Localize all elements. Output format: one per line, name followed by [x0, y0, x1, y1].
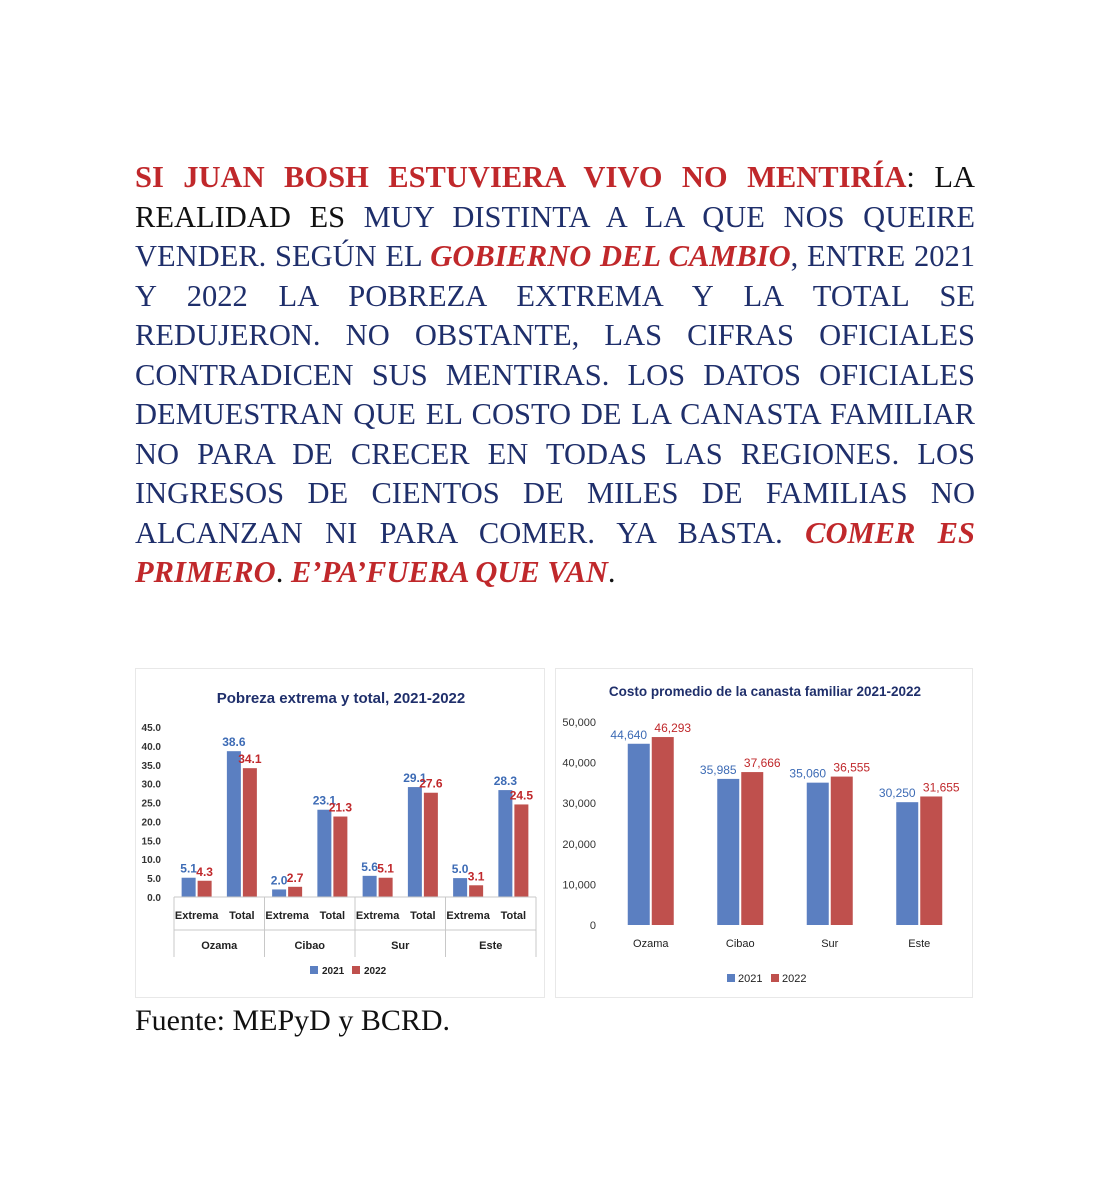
source-note: Fuente: MEPyD y BCRD. — [135, 1004, 451, 1037]
x-category-label: Extrema — [174, 910, 219, 922]
epafuera-que-van: E’PA’FUERA QUE VAN — [290, 555, 608, 589]
bar-2022 — [424, 793, 438, 897]
legend-swatch-2022 — [352, 966, 360, 974]
legend-label-2022: 2022 — [364, 966, 387, 977]
x-category-label: Total — [500, 910, 527, 922]
basket-cost-chart — [556, 669, 974, 999]
article-part-1: MUY DISTINTA A LA QUE NOS QUEIRE VENDER. SEGÚN EL — [135, 199, 975, 273]
data-label-2022: 46,293 — [654, 721, 692, 736]
article-text — [135, 158, 975, 593]
y-tick-label: 30,000 — [562, 798, 596, 811]
data-label-2022: 36,555 — [833, 760, 871, 775]
x-category-label: Ozama — [633, 938, 669, 950]
data-label-2022: 2.7 — [286, 870, 304, 885]
y-tick-label: 0 — [589, 920, 596, 932]
poverty-chart-panel — [135, 668, 545, 998]
legend-swatch-2022 — [771, 974, 779, 982]
x-group-label: Cibao — [294, 940, 326, 952]
data-label-2021: 44,640 — [610, 727, 648, 742]
bar-2022 — [469, 885, 483, 897]
poverty-chart — [136, 669, 546, 999]
chart-title: Costo promedio de la canasta familiar 2021-2022 — [608, 684, 922, 699]
x-category-label: Extrema — [355, 910, 400, 922]
x-group-label: Ozama — [201, 940, 238, 952]
bar-2021 — [453, 878, 467, 897]
data-label-2022: 24.5 — [509, 788, 534, 803]
legend-label-2021: 2021 — [322, 966, 345, 977]
y-tick-label: 5.0 — [147, 874, 161, 886]
bar-2021 — [408, 787, 422, 897]
y-tick-label: 20,000 — [562, 838, 596, 851]
basket-cost-chart-panel — [555, 668, 973, 998]
y-tick-label: 40,000 — [562, 757, 596, 770]
bar-2022 — [831, 777, 853, 925]
bar-2021 — [896, 802, 918, 925]
x-category-label: Total — [319, 910, 346, 922]
x-category-label: Sur — [821, 938, 839, 950]
bar-2022 — [333, 817, 347, 897]
article-part-2: , ENTRE 2021 Y 2022 LA POBREZA EXTREMA Y LA TOTAL SE REDUJERON. NO OBSTANTE, LAS CIFRAS OFICIALES CONTRADICEN SUS MENTIRAS. LOS DATOS OFICIALES DEMUESTRAN QUE EL COSTO DE LA CANASTA FAMILIAR NO PARA DE CRECER EN TODAS LAS REGIONES. LOS INGRESOS DE CIENTOS DE MILES DE FAMILIAS NO ALCANZAN NI PARA COMER. YA BASTA. — [135, 239, 976, 550]
bar-2022 — [741, 772, 763, 925]
bar-2021 — [317, 810, 331, 897]
data-label-2022: 4.3 — [196, 864, 213, 879]
headline-colon: : — [906, 160, 935, 194]
article-dot-2: . — [607, 555, 616, 589]
bar-2021 — [363, 876, 377, 897]
legend-swatch-2021 — [727, 974, 735, 982]
y-tick-label: 25.0 — [141, 798, 161, 810]
data-label-2021: 28.3 — [493, 774, 518, 789]
x-category-label: Total — [410, 910, 436, 922]
y-tick-label: 50,000 — [562, 717, 596, 729]
data-label-2021: 35,985 — [699, 762, 737, 777]
gobierno-del-cambio: GOBIERNO DEL CAMBIO — [430, 239, 791, 273]
y-tick-label: 10,000 — [562, 879, 596, 892]
bar-2021 — [182, 878, 196, 897]
y-tick-label: 45.0 — [141, 723, 161, 734]
data-label-2021: 23.1 — [312, 793, 337, 808]
bar-2022 — [379, 878, 393, 897]
x-category-label: Este — [908, 938, 931, 950]
data-label-2021: 38.6 — [222, 735, 246, 750]
x-group-label: Sur — [391, 940, 410, 952]
data-label-2021: 5.6 — [361, 859, 378, 874]
chart-title: Pobreza extrema y total, 2021-2022 — [216, 690, 466, 707]
headline: SI JUAN BOSH ESTUVIERA VIVO NO MENTIRÍA — [135, 160, 907, 194]
bar-2021 — [498, 790, 512, 897]
article-dot-1: . — [275, 555, 291, 589]
x-category-label: Extrema — [265, 910, 309, 922]
data-label-2022: 5.1 — [377, 861, 394, 876]
x-category-label: Total — [229, 910, 255, 922]
data-label-2021: 2.0 — [270, 873, 288, 888]
y-tick-label: 15.0 — [141, 836, 161, 848]
data-label-2022: 37,666 — [743, 756, 781, 771]
bar-2022 — [514, 804, 528, 897]
data-label-2021: 5.0 — [451, 862, 469, 877]
data-label-2022: 21.3 — [328, 800, 353, 815]
y-tick-label: 35.0 — [141, 760, 161, 772]
legend-label-2021: 2021 — [738, 973, 763, 985]
data-label-2021: 29.1 — [403, 771, 427, 786]
bar-2022 — [288, 887, 302, 897]
data-label-2022: 3.1 — [467, 869, 485, 884]
bar-2022 — [920, 796, 942, 925]
bar-2021 — [807, 783, 829, 925]
x-category-label: Extrema — [446, 910, 490, 922]
comer-es-primero: COMER ES PRIMERO — [135, 515, 975, 589]
data-label-2022: 27.6 — [419, 776, 443, 791]
y-tick-label: 30.0 — [141, 779, 161, 791]
article-la: LA REALIDAD ES — [135, 160, 975, 234]
x-category-label: Cibao — [725, 938, 755, 950]
data-label-2021: 35,060 — [789, 766, 827, 781]
bar-2022 — [243, 768, 257, 897]
bar-2022 — [652, 737, 674, 925]
y-tick-label: 10.0 — [141, 855, 161, 867]
data-label-2021: 5.1 — [180, 861, 197, 876]
bar-2021 — [227, 751, 241, 897]
x-group-label: Este — [479, 940, 503, 952]
legend-label-2022: 2022 — [782, 973, 807, 985]
bar-2021 — [717, 779, 739, 925]
data-label-2021: 30,250 — [878, 786, 916, 801]
y-tick-label: 0.0 — [147, 893, 161, 904]
y-tick-label: 20.0 — [141, 817, 161, 829]
y-tick-label: 40.0 — [141, 741, 161, 753]
bar-2022 — [198, 881, 212, 897]
data-label-2022: 31,655 — [922, 780, 960, 795]
bar-2021 — [628, 744, 650, 925]
bar-2021 — [272, 889, 286, 897]
data-label-2022: 34.1 — [238, 752, 262, 767]
legend-swatch-2021 — [310, 966, 318, 974]
